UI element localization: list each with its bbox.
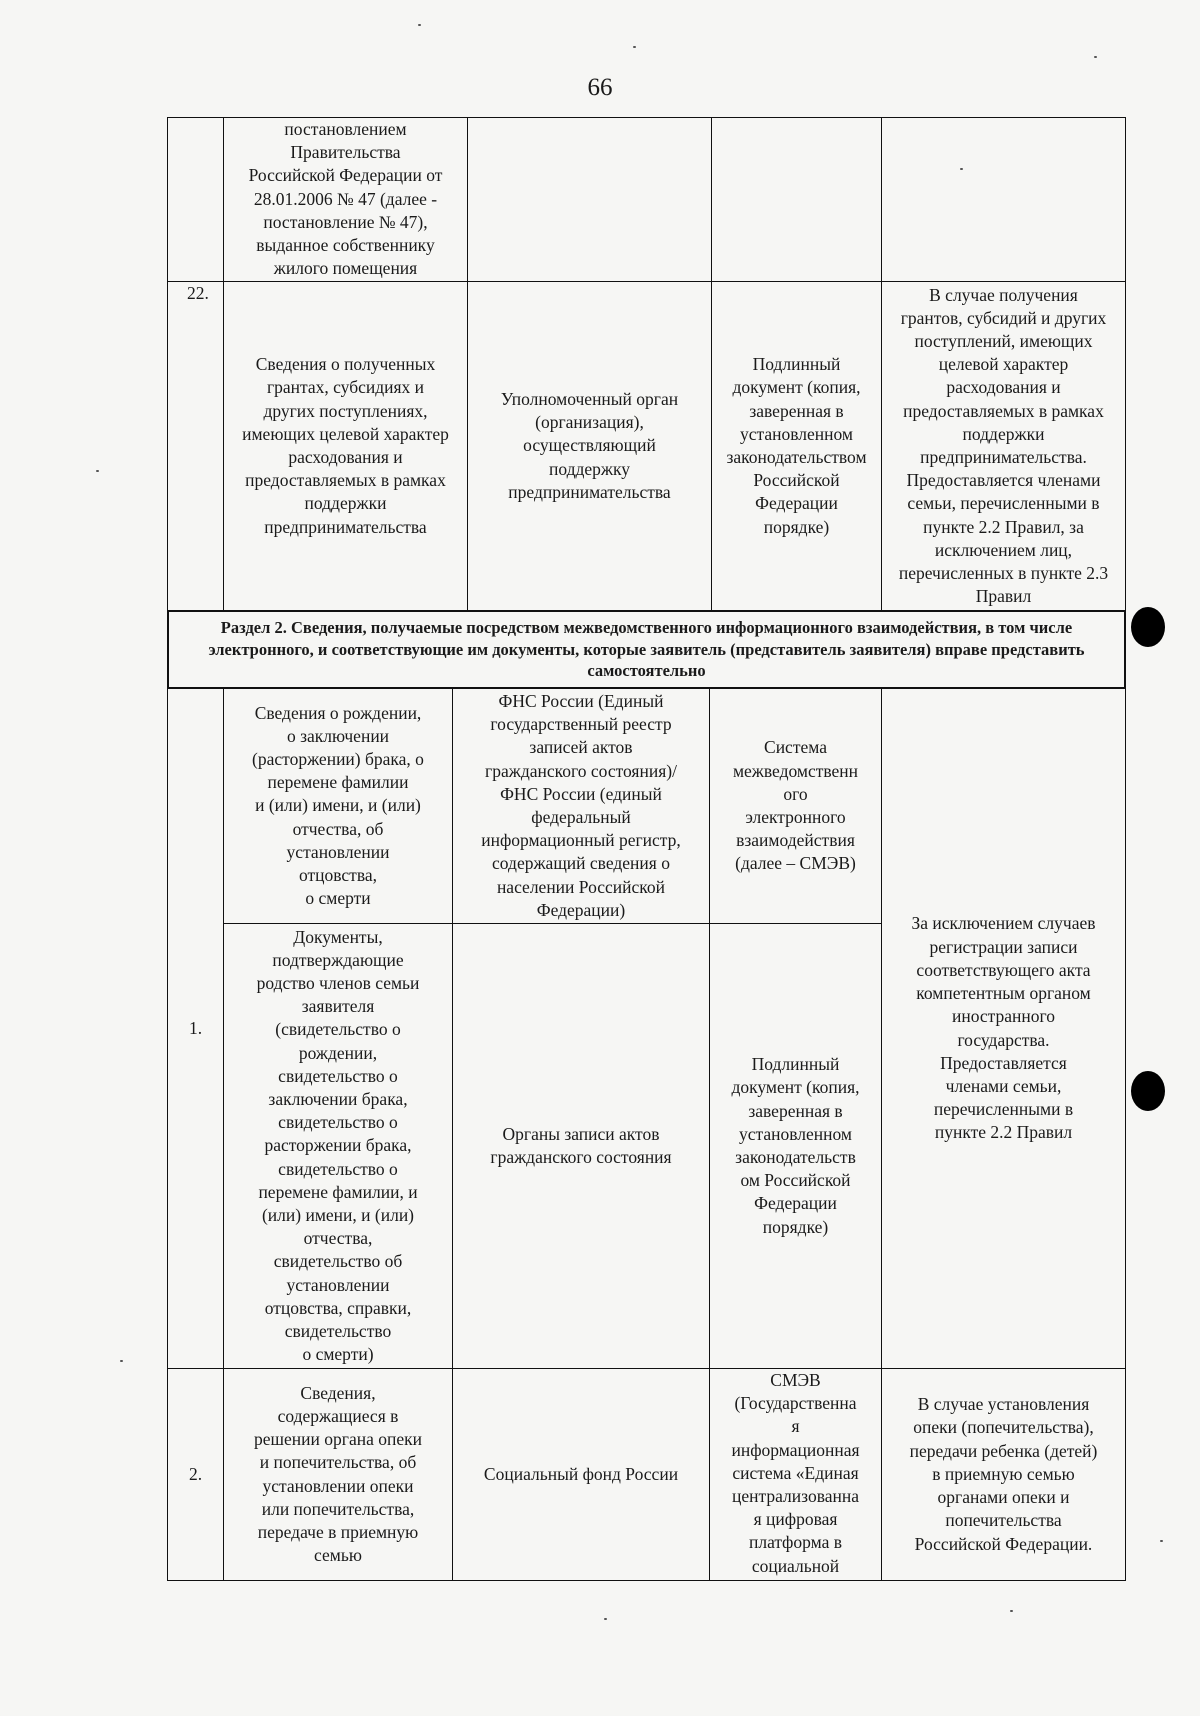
table-row-22-source: Уполномоченный орган (организация), осуществляющий поддержку предпринимательства	[467, 281, 712, 611]
table-row-1b-document: Документы, подтверждающие родство членов семьи заявителя (свидетельство о рождении, свидетельство о заключении брака, свидетельство о расторжении брака, свидетельство о перемене фамилии, и (или) имени, и (или) отчества, свидетельство об установлении отцовства, справки, свидетельство о смерти)	[223, 923, 453, 1369]
punch-hole-bottom	[1131, 1071, 1165, 1111]
table-row-22-form: Подлинный документ (копия, заверенная в установленном законодательством Российской Федерации порядке)	[711, 281, 882, 611]
table-row-1a-source: ФНС России (Единый государственный реестр записей актов гражданского состояния)/ ФНС России (единый федеральный информационный регистр, содержащий сведения о населении Российской Федерации)	[452, 688, 710, 924]
table-row-22-document: Сведения о полученных грантах, субсидиях и других поступлениях, имеющих целевой характер расходования и предоставляемых в рамках поддержки предпринимательства	[223, 281, 468, 611]
scan-speck	[1094, 56, 1097, 58]
scan-speck	[633, 46, 636, 48]
punch-hole-top	[1131, 607, 1165, 647]
scan-speck	[604, 1618, 607, 1620]
table-row-continuation-document: постановлением Правительства Российской Федерации от 28.01.2006 № 47 (далее - постановление № 47), выданное собственнику жилого помещения	[223, 117, 468, 282]
table-row-1-num: 1.	[167, 688, 224, 1369]
scan-speck	[96, 470, 99, 472]
table-row-continuation-note	[881, 117, 1126, 282]
table-row-2-document: Сведения, содержащиеся в решении органа опеки и попечительства, об установлении опеки или попечительства, передаче в приемную семью	[223, 1368, 453, 1581]
page-number: 66	[587, 74, 613, 101]
table-row-1b-source: Органы записи актов гражданского состояния	[452, 923, 710, 1369]
scan-speck	[960, 168, 963, 170]
scan-speck	[1160, 1540, 1163, 1542]
section-2-heading: Раздел 2. Сведения, получаемые посредством межведомственного информационного взаимодействия, в том числе электронного, и соответствующие им документы, которые заявитель (представитель заявителя) вправе представить самостоятельно	[167, 610, 1126, 689]
table-row-1-note: За исключением случаев регистрации записи соответствующего акта компетентным органом иностранного государства. Предоставляется членами семьи, перечисленными в пункте 2.2 Правил	[881, 688, 1126, 1369]
table-row-1b-form: Подлинный документ (копия, заверенная в установленном законодательств ом Российской Федерации порядке)	[709, 923, 882, 1369]
table-row-2-form: СМЭВ (Государственна я информационная система «Единая централизованна я цифровая платформа в социальной	[709, 1368, 882, 1581]
table-row-2-source: Социальный фонд России	[452, 1368, 710, 1581]
table-row-continuation-form	[711, 117, 882, 282]
table-row-1a-form: Система межведомственн ого электронного взаимодействия (далее – СМЭВ)	[709, 688, 882, 924]
scan-speck	[120, 1360, 123, 1362]
scan-speck	[1010, 1610, 1013, 1612]
table-row-22-num: 22.	[167, 281, 224, 611]
table-row-continuation-num	[167, 117, 224, 282]
table-row-2-num: 2.	[167, 1368, 224, 1581]
table-row-2-note: В случае установления опеки (попечительства), передачи ребенка (детей) в приемную семью органами опеки и попечительства Российской Федерации.	[881, 1368, 1126, 1581]
scan-speck	[418, 24, 421, 26]
table-row-continuation-source	[467, 117, 712, 282]
table-row-1a-document: Сведения о рождении, о заключении (расторжении) брака, о перемене фамилии и (или) имени, и (или) отчества, об установлении отцовства, о смерти	[223, 688, 453, 924]
table-row-22-note: В случае получения грантов, субсидий и других поступлений, имеющих целевой характер расходования и предоставляемых в рамках поддержки предпринимательства. Предоставляется членами семьи, перечисленными в пункте 2.2 Правил, за исключением лиц, перечисленных в пункте 2.3 Правил	[881, 281, 1126, 611]
